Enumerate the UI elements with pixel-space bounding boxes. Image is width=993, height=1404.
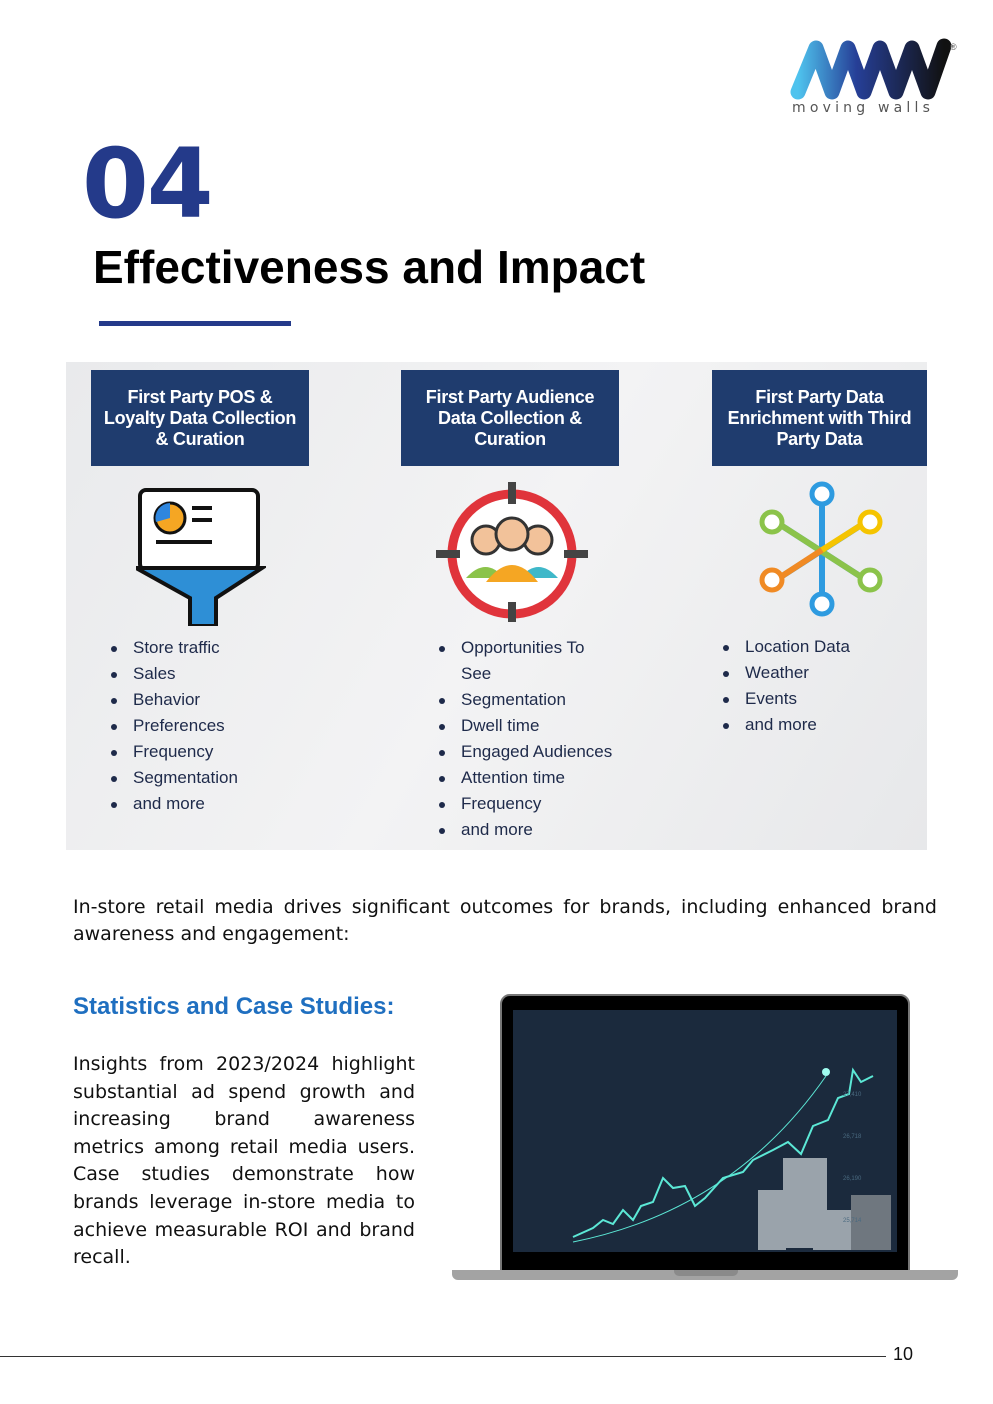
audience-list	[438, 635, 638, 843]
list-item: Behavior	[110, 687, 238, 713]
list-item: Engaged Audiences	[438, 739, 638, 765]
column-header-audience: First Party Audience Data Collection & Curation	[401, 370, 619, 466]
list-item: Opportunities To See	[438, 635, 608, 687]
funnel-report-icon	[136, 486, 266, 626]
list-item: Dwell time	[438, 713, 638, 739]
intro-paragraph: In-store retail media drives significant outcomes for brands, including enhanced brand awareness and engagement:	[73, 896, 937, 945]
section-title: Effectiveness and Impact	[93, 241, 646, 293]
data-network-icon	[756, 480, 888, 620]
stats-heading: Statistics and Case Studies:	[73, 993, 395, 1020]
page-number: 10	[893, 1344, 914, 1364]
list-item: and more	[722, 712, 850, 738]
column-header-enrichment: First Party Data Enrichment with Third Party Data	[712, 370, 927, 466]
audience-target-icon	[436, 482, 588, 622]
data-sources-infographic	[66, 362, 927, 850]
list-item: Attention time	[438, 765, 638, 791]
logo-wordmark: moving walls	[792, 100, 935, 116]
chart-label: 25,714	[843, 1218, 862, 1224]
enrichment-list	[722, 634, 850, 738]
svg-text:®: ®	[950, 42, 957, 52]
stats-paragraph: Insights from 2023/2024 highlight substantial ad spend growth and increasing brand awareness metrics among retail media users. Case studies demonstrate how brands leverage in-store media to achieve measurable ROI and brand recall.	[73, 1053, 415, 1269]
list-item: and more	[110, 791, 238, 817]
section-number: 04	[82, 128, 212, 240]
title-underline	[99, 321, 291, 326]
list-item: Frequency	[438, 791, 638, 817]
list-item: Store traffic	[110, 635, 238, 661]
list-item: Events	[722, 686, 850, 712]
column-header-pos-loyalty: First Party POS & Loyalty Data Collection & Curation	[91, 370, 309, 466]
list-item: Segmentation	[438, 687, 638, 713]
footer-rule	[0, 1356, 886, 1357]
laptop-growth-chart-image	[452, 994, 958, 1284]
list-item: Segmentation	[110, 765, 238, 791]
moving-walls-logo	[790, 38, 960, 120]
list-item: Weather	[722, 660, 850, 686]
pos-loyalty-list	[110, 635, 238, 817]
list-item: and more	[438, 817, 638, 843]
chart-label: 26,190	[843, 1176, 862, 1182]
list-item: Location Data	[722, 634, 850, 660]
chart-label: 27,410	[843, 1092, 862, 1098]
list-item: Frequency	[110, 739, 238, 765]
list-item: Sales	[110, 661, 238, 687]
chart-label: 26,718	[843, 1134, 862, 1140]
list-item: Preferences	[110, 713, 238, 739]
